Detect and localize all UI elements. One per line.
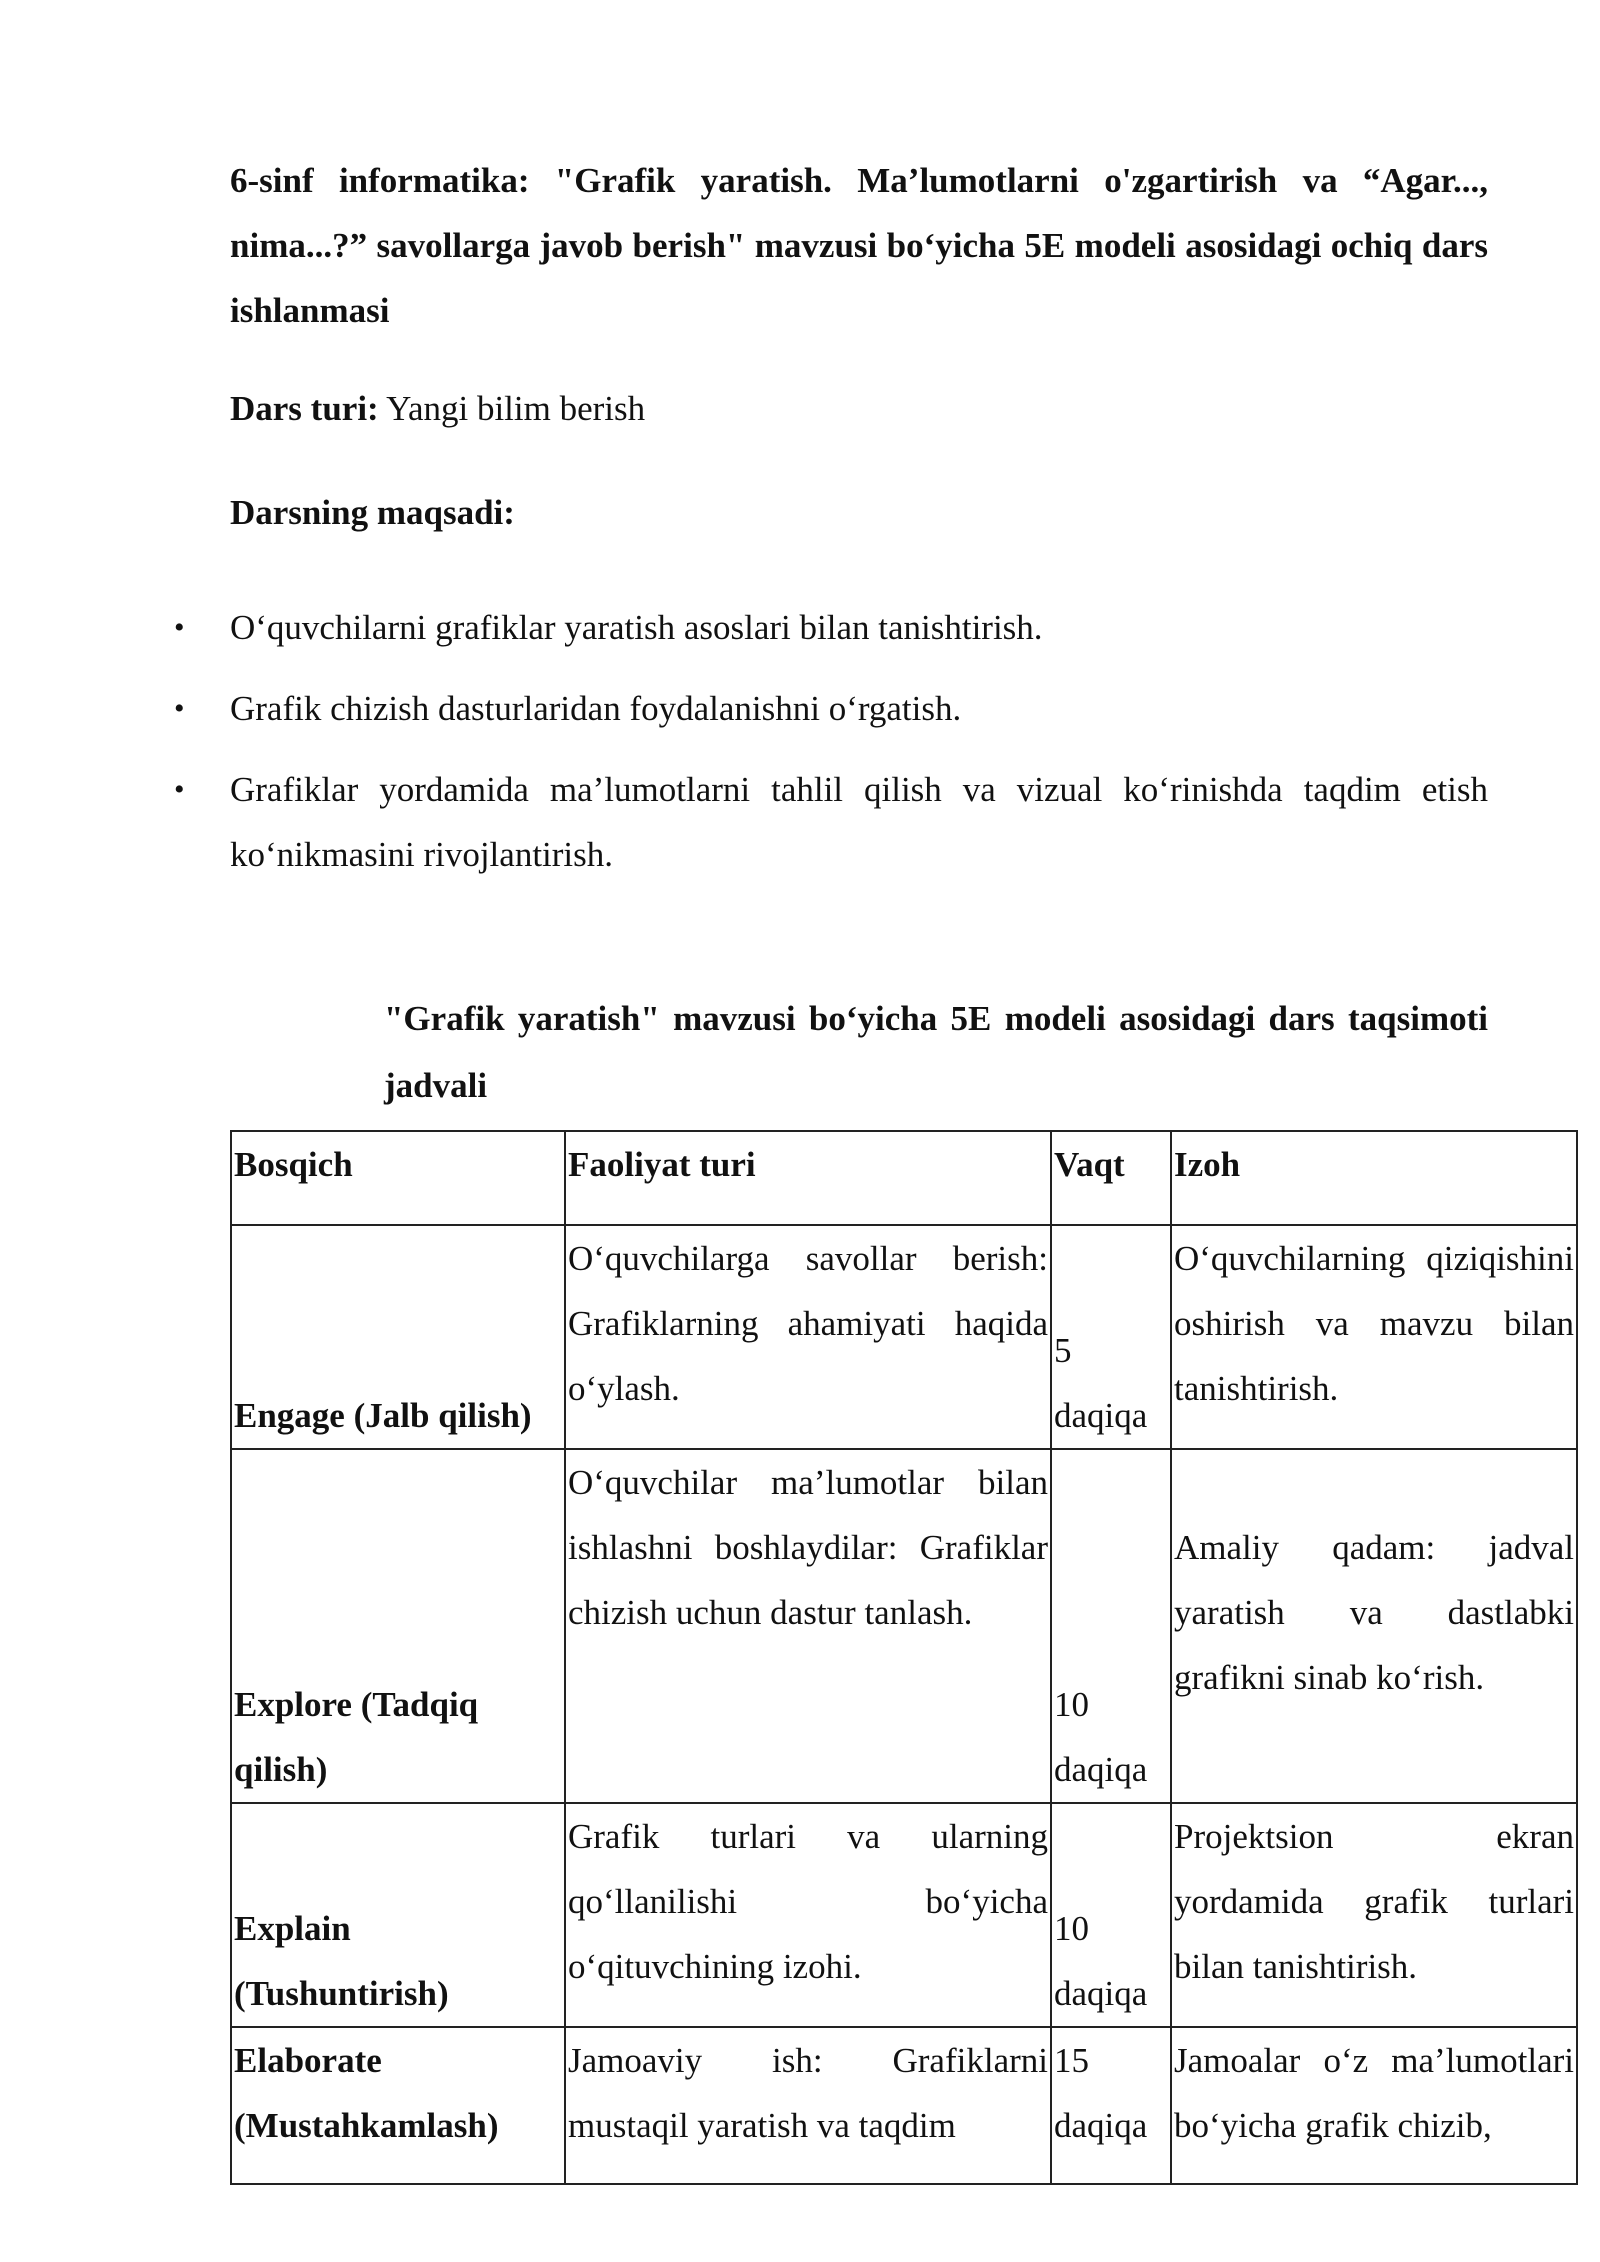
time-cell: 10 daqiqa: [1051, 1449, 1171, 1803]
lesson-type-label: Dars turi:: [230, 389, 379, 428]
goals-heading: Darsning maqsadi:: [230, 493, 515, 532]
activity-cell: [565, 1225, 1051, 1449]
activity-text: Grafik turlari va ularning qo‘llanilishi bo‘yicha o‘qituvchining izohi.: [568, 1817, 1048, 1986]
note-cell: [1171, 1225, 1577, 1449]
bullet-icon: •: [174, 773, 185, 806]
time-cell: 10 daqiqa: [1051, 1803, 1171, 2027]
note-cell: [1171, 2027, 1577, 2184]
header-stage: Bosqich: [231, 1131, 565, 1225]
table-row: [231, 1225, 1577, 1449]
activity-text: Jamoaviy ish: Grafiklarni mustaqil yaratish va taqdim: [568, 2041, 1048, 2145]
time-cell: 5 daqiqa: [1051, 1225, 1171, 1449]
document-title: 6-sinf informatika: "Grafik yaratish. Ma’lumotlarni o'zgartirish va “Agar..., nima...?” savollarga javob berish" mavzusi bo‘yicha 5E modeli asosidagi ochiq dars ishlanmasi: [230, 161, 1488, 330]
table-row: [231, 1803, 1577, 2027]
bullet-icon: •: [174, 692, 185, 725]
lesson-type-value: Yangi bilim berish: [378, 389, 646, 428]
table-row: [231, 1449, 1577, 1803]
activity-text: O‘quvchilar ma’lumotlar bilan ishlashni boshlaydilar: Grafiklar chizish uchun dastur tanlash.: [568, 1463, 1048, 1632]
note-text: Projektsion ekran yordamida grafik turlari bilan tanishtirish.: [1174, 1817, 1574, 1986]
table-caption: "Grafik yaratish" mavzusi bo‘yicha 5E modeli asosidagi dars taqsimoti jadvali: [384, 999, 1488, 1105]
goal-text: Grafiklar yordamida ma’lumotlarni tahlil qilish va vizual ko‘rinishda taqdim etish ko‘nikmasini rivojlantirish.: [230, 770, 1488, 874]
stage-cell: Elaborate (Mustahkamlash): [231, 2027, 565, 2184]
stage-cell: Explain (Tushuntirish): [231, 1803, 565, 2027]
goal-item: [174, 595, 1488, 660]
note-text: O‘quvchilarning qiziqishini oshirish va mavzu bilan tanishtirish.: [1174, 1239, 1574, 1408]
time-cell: 15 daqiqa: [1051, 2027, 1171, 2184]
activity-text: O‘quvchilarga savollar berish: Grafiklarning ahamiyati haqida o‘ylash.: [568, 1239, 1048, 1408]
note-text: Jamoalar o‘z ma’lumotlari bo‘yicha grafik chizib,: [1174, 2041, 1574, 2145]
header-note: Izoh: [1171, 1131, 1577, 1225]
table-row: [231, 2027, 1577, 2184]
activity-cell: [565, 1449, 1051, 1803]
bullet-icon: •: [174, 611, 185, 644]
stages-table: [230, 1130, 1578, 2185]
table-header-row: [231, 1131, 1577, 1225]
header-time: Vaqt: [1051, 1131, 1171, 1225]
header-activity: Faoliyat turi: [565, 1131, 1051, 1225]
activity-cell: [565, 1803, 1051, 2027]
stage-cell: Engage (Jalb qilish): [231, 1225, 565, 1449]
lesson-type: [230, 384, 1488, 434]
goal-text: Grafik chizish dasturlaridan foydalanishni o‘rgatish.: [230, 689, 962, 728]
goal-text: O‘quvchilarni grafiklar yaratish asoslari bilan tanishtirish.: [230, 608, 1043, 647]
note-cell: [1171, 1803, 1577, 2027]
note-text: Amaliy qadam: jadval yaratish va dastlabki grafikni sinab ko‘rish.: [1174, 1528, 1574, 1697]
goal-item: [174, 757, 1488, 887]
note-cell: [1171, 1449, 1577, 1803]
goal-item: [174, 676, 1488, 741]
stage-cell: Explore (Tadqiq qilish): [231, 1449, 565, 1803]
activity-cell: [565, 2027, 1051, 2184]
